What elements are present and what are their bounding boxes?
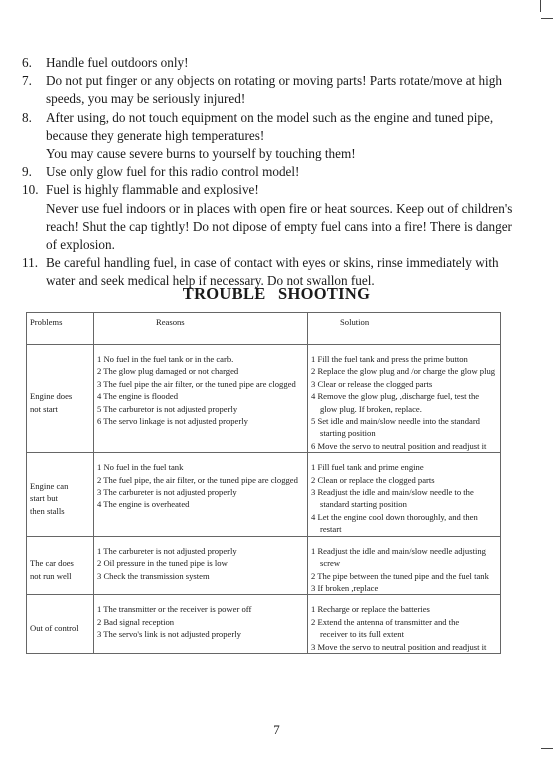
problem-cell (27, 536, 94, 595)
reason-item: 1 No fuel in the fuel tank or in the carb. (97, 354, 234, 364)
cell-spacer (311, 595, 497, 603)
solution-item: screw (320, 558, 341, 569)
reason-item: 3 The servo's link is not adjusted properly (97, 629, 241, 640)
list-item-number: 8. (22, 109, 32, 125)
crop-mark-top-right (540, 0, 541, 12)
reason-item: 2 Oil pressure in the tuned pipe is low (97, 558, 228, 569)
list-item-number: 9. (22, 164, 32, 180)
problem-text: Out of control (30, 622, 79, 633)
list-item-number: 7. (22, 73, 32, 89)
page-number: 7 (273, 722, 280, 737)
list-item-text: Handle fuel outdoors only! (46, 55, 189, 70)
table-header-row (27, 313, 501, 345)
reason-item: 2 The glow plug damaged or not charged (97, 366, 239, 377)
reasons-cell (94, 536, 308, 595)
solution-item: standard starting position (320, 499, 407, 510)
list-item-text: Be careful handling fuel, in case of contact with eyes or skins, rinse immediately with (46, 255, 499, 271)
crop-mark-bottom-right (541, 748, 553, 749)
solution-cell (308, 536, 501, 595)
crop-mark-top-right-h (541, 18, 553, 19)
solution-item: starting position (320, 428, 376, 439)
solution-item: 3 If broken ,replace (311, 582, 379, 593)
problem-text: not run well (30, 570, 72, 581)
cell-spacer (311, 537, 497, 545)
list-item-text: speeds, you may be seriously injured! (46, 91, 246, 107)
troubleshooting-table (26, 312, 501, 654)
solution-item: 2 The pipe between the tuned pipe and the fuel tank (311, 570, 489, 581)
solution-item: receiver to its full extent (320, 629, 404, 640)
reason-item: 2 The fuel pipe, the air filter, or the tuned pipe are clogged (97, 474, 298, 485)
reason-item: 5 The carburetor is not adjusted properly (97, 403, 238, 414)
header-reasons: Reasons (94, 313, 308, 345)
list-item-text: because they generate high temperatures! (46, 127, 265, 143)
reason-item: 3 The carbureter is not adjusted properly (97, 487, 237, 498)
reasons-cell (94, 453, 308, 536)
list-item (22, 109, 522, 164)
cell-spacer (97, 453, 304, 461)
list-item (22, 163, 522, 181)
list-item-text: Fuel is highly flammable and explosive! (46, 182, 259, 198)
cell-spacer (97, 595, 304, 603)
problem-text: The car does (30, 558, 74, 569)
cell-spacer (97, 537, 304, 545)
reason-item: 2 Bad signal reception (97, 616, 175, 627)
reason-item: 1 The transmitter or the receiver is power off (97, 604, 252, 615)
solution-item: 2 Extend the antenna of transmitter and the (311, 616, 460, 627)
solution-item: 3 Move the servo to neutral position and readjust it (311, 641, 487, 652)
cell-spacer (97, 345, 304, 353)
cell-spacer (311, 345, 497, 353)
solution-item: 1 Fill the fuel tank and press the prime button (311, 354, 468, 364)
problem-text: not start (30, 403, 58, 414)
list-item-text: of explosion. (46, 237, 115, 253)
solution-item: 3 Readjust the idle and main/slow needle to the (311, 487, 474, 498)
safety-instructions-list (22, 54, 522, 291)
solution-item: 4 Let the engine cool down thoroughly, and then (311, 511, 478, 522)
list-item-number: 11. (22, 255, 38, 271)
list-item-text: reach! Shut the cap tightly! Do not dipose of empty fuel cans into a fire! There is danger (46, 218, 512, 234)
list-item-number: 10. (22, 182, 39, 198)
list-item-text: After using, do not touch equipment on the model such as the engine and tuned pipe, (46, 109, 494, 125)
problem-text: Engine can (30, 480, 69, 491)
problem-text: then stalls (30, 505, 65, 516)
table-row (27, 345, 501, 453)
cell-spacer (30, 382, 90, 390)
problem-text: start but (30, 493, 58, 504)
solution-item: 5 Set idle and main/slow needle into the standard (311, 416, 480, 427)
header-solution: Solution (308, 313, 501, 345)
header-problems: Problems (27, 313, 94, 345)
cell-spacer (311, 453, 497, 461)
reason-item: 4 The engine is flooded (97, 391, 178, 402)
cell-spacer (30, 549, 90, 557)
reason-item: 6 The servo linkage is not adjusted properly (97, 416, 248, 427)
list-item-text: You may cause severe burns to yourself by touching them! (46, 146, 356, 162)
reason-item: 4 The engine is overheated (97, 499, 190, 510)
list-item-number: 6. (22, 55, 32, 70)
table-row (27, 595, 501, 654)
solution-item: 4 Remove the glow plug, ,discharge fuel, test the (311, 391, 480, 402)
solution-item: 1 Fill fuel tank and prime engine (311, 462, 424, 473)
reasons-cell (94, 345, 308, 453)
list-item (22, 54, 522, 72)
problem-cell (27, 595, 94, 654)
solution-item: 2 Clean or replace the clogged parts (311, 474, 435, 485)
list-item-text: Do not put finger or any objects on rotating or moving parts! Parts rotate/move at high (46, 73, 502, 89)
solution-cell (308, 345, 501, 453)
reasons-cell (94, 595, 308, 654)
solution-item: 1 Readjust the idle and main/slow needle adjusting (311, 545, 486, 556)
section-title: TROUBLE SHOOTING (182, 284, 371, 303)
problem-text: Engine does (30, 391, 73, 402)
problem-cell (27, 345, 94, 453)
cell-spacer (30, 472, 90, 480)
solution-item: 2 Replace the glow plug and /or charge the glow plug (311, 366, 496, 377)
solution-item: restart (320, 524, 342, 535)
reason-item: 1 The carbureter is not adjusted properly (97, 545, 237, 556)
solution-item: 3 Clear or release the clogged parts (311, 378, 433, 389)
list-item-text: Never use fuel indoors or in places with open fire or heat sources. Keep out of children's (46, 200, 513, 216)
solution-item: 1 Recharge or replace the batteries (311, 604, 430, 615)
solution-item: glow plug. If broken, replace. (320, 403, 422, 414)
reason-item: 3 The fuel pipe the air filter, or the tuned pipe are clogged (97, 378, 296, 389)
solution-item: 6 Move the servo to neutral position and readjust it (311, 440, 487, 451)
solution-cell (308, 453, 501, 536)
reason-item: 1 No fuel in the fuel tank (97, 462, 184, 473)
list-item-text: water and seek medical help if necessary. Do not swallon fuel. (46, 273, 375, 289)
table-row (27, 536, 501, 595)
table-row (27, 453, 501, 536)
list-item-text: Use only glow fuel for this radio control model! (46, 164, 300, 180)
problem-cell (27, 453, 94, 536)
solution-cell (308, 595, 501, 654)
reason-item: 3 Check the transmission system (97, 570, 210, 581)
list-item (22, 181, 522, 254)
cell-spacer (30, 614, 90, 622)
list-item (22, 72, 522, 108)
